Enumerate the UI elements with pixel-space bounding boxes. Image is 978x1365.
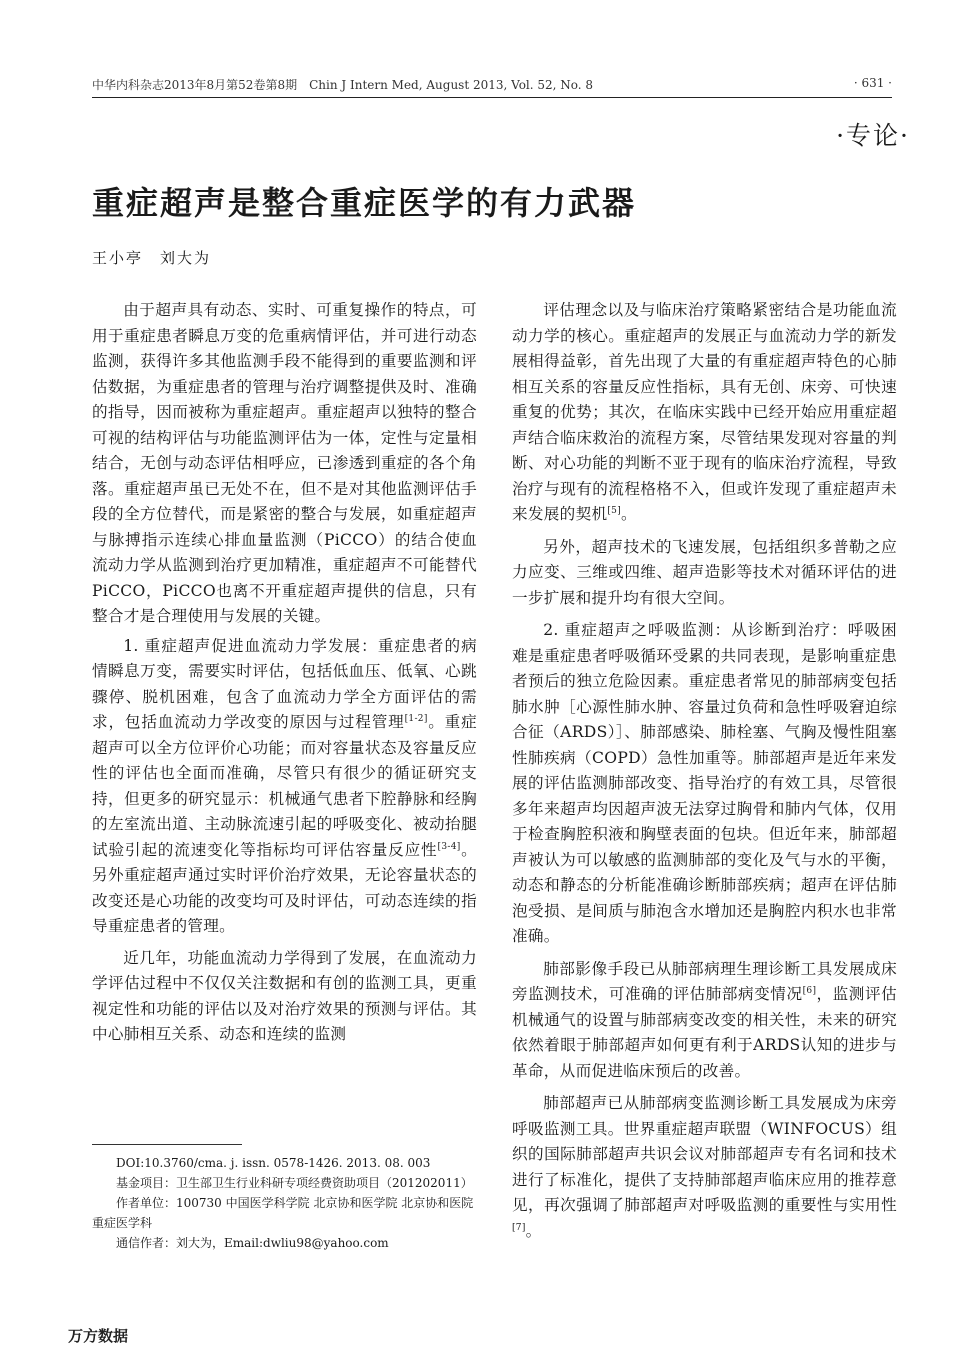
authors: 王小亭 刘大为 [92,249,212,267]
watermark: 万方数据 [68,1327,129,1345]
footnote-correspondence: 通信作者：刘大为，Email:dwliu98@yahoo.com [116,1236,389,1250]
footnote-affiliation: 作者单位：100730 中国医学科学院 北京协和医学院 北京协和医院重症医学科 [92,1196,474,1230]
paragraph-intro: 由于超声具有动态、实时、可重复操作的特点，可用于重症患者瞬息万变的危重病情评估，并可进行动态监测，获得许多其他监测手段不能得到的重要监测和评估数据，为重症患者的管理与治疗调整提供及时、准确的指导，因而被称为重症超声。重症超声以独特的整合可视的结构评估与功能监测评估为一体，定性与定量相结合，无创与动态评估相呼应，已渗透到重症的各个角落。重症超声虽已无处不在，但不是对其他监测评估手段的全方位替代，而是紧密的整合与发展，如重症超声与脉搏指示连续心排血量监测（PiCCO）的结合使血流动力学从监测到治疗更加精准，重症超声不可能替代PiCCO，PiCCO也离不开重症超声提供的信息，只有整合才是合理使用与发展的关键。 [92,301,477,625]
footnote-funding: 基金项目：卫生部卫生行业科研专项经费资助项目（201202011） [116,1176,473,1190]
citation: [1-2] [404,713,428,724]
journal-citation: 中华内科杂志2013年8月第52卷第8期 Chin J Intern Med, August 2013, Vol. 52, No. 8 [92,78,594,92]
left-column [92,298,477,1052]
header-rule [92,97,892,98]
paragraph-respiratory: 2. 重症超声之呼吸监测：从诊断到治疗：呼吸困难是重症患者呼吸循环受累的共同表现，是影响重症患者预后的独立危险因素。重症患者常见的肺部病变包括肺水肿［心源性肺水肿、容量过负荷和急性呼吸窘迫综合征（ARDS）］、肺部感染、肺栓塞、气胸及慢性阻塞性肺疾病（COPD）急性加重等。肺部超声是近年来发展的评估监测肺部改变、指导治疗的有效工具，尽管很多年来超声均因超声波无法穿过胸骨和肺内气体，仅用于检查胸腔积液和胸壁表面的包块。但近年来，肺部超声被认为可以敏感的监测肺部的变化及气与水的平衡，动态和静态的分析能准确诊断肺部疾病；超声在评估肺泡受损、是间质与肺泡含水增加还是胸腔内积水也非常准确。 [512,621,897,945]
paragraph-lung-ultrasound: 肺部超声已从肺部病变监测诊断工具发展成为床旁呼吸监测工具。世界重症超声联盟（WINFOCUS）组织的国际肺部超声共识会议对肺部超声专有名词和技术进行了标准化，提供了支持肺部超声临床应用的推荐意见，再次强调了肺部超声对呼吸监测的重要性与实用性[7]。 [512,1094,897,1240]
column-label: ·专论· [836,121,910,150]
running-header [92,72,892,94]
footnote-doi: DOI:10.3760/cma. j. issn. 0578-1426. 2013. 08. 003 [116,1156,431,1170]
page-number: · 631 · [853,76,892,90]
article-title: 重症超声是整合重症医学的有力武器 [92,184,637,222]
paragraph-technology: 另外，超声技术的飞速发展，包括组织多普勒之应力应变、三维或四维、超声造影等技术对循环评估的进一步扩展和提升均有很大空间。 [512,537,897,607]
citation: [5] [607,505,622,516]
citation: [6] [802,985,817,996]
paragraph-continuation: 评估理念以及与临床治疗策略紧密结合是功能血流动力学的核心。重症超声的发展正与血流动力学的新发展相得益彰，首先出现了大量的有重症超声特色的心肺相互关系的容量反应性指标，具有无创、床旁、可快速重复的优势；其次，在临床实践中已经开始应用重症超声结合临床救治的流程方案，尽管结果发现对容量的判断、对心功能的判断不亚于现有的临床治疗流程，导致治疗与现有的流程格格不入，但或许发现了重症超声未来发展的契机[5]。 [512,301,897,523]
citation: [3-4] [437,841,461,852]
paragraph-functional-hemodynamics: 近几年，功能血流动力学得到了发展，在血流动力学评估过程中不仅仅关注数据和有创的监测工具，更重视定性和功能的评估以及对治疗效果的预测与评估。其中心肺相互关系、动态和连续的监测 [92,948,477,1043]
paragraph-lung-imaging: 肺部影像手段已从肺部病理生理诊断工具发展成床旁监测技术，可准确的评估肺部病变情况[6]，监测评估机械通气的设置与肺部病变改变的相关性，未来的研究依然着眼于肺部超声如何更有利于ARDS认知的进步与革命，从而促进临床预后的改善。 [512,959,897,1080]
right-column [512,298,897,1251]
paragraph-hemodynamics: 1. 重症超声促进血流动力学发展：重症患者的病情瞬息万变，需要实时评估，包括低血压、低氧、心跳骤停、脱机困难，包含了血流动力学全方面评估的需求，包括血流动力学改变的原因与过程管理[1-2]。重症超声可以全方位评价心功能；而对容量状态及容量反应性的评估也全面而准确，尽管只有很少的循证研究支持，但更多的研究显示：机械通气患者下腔静脉和经胸的左室流出道、主动脉流速引起的呼吸变化、被动抬腿试验引起的流速变化等指标均可评估容量反应性[3-4]。另外重症超声通过实时评价治疗效果，无论容量状态的改变还是心功能的改变均可及时评估，可动态连续的指导重症患者的管理。 [92,636,478,935]
footnotes [92,1153,482,1253]
footnote-rule [92,1144,242,1145]
citation: [7] [512,1222,526,1233]
